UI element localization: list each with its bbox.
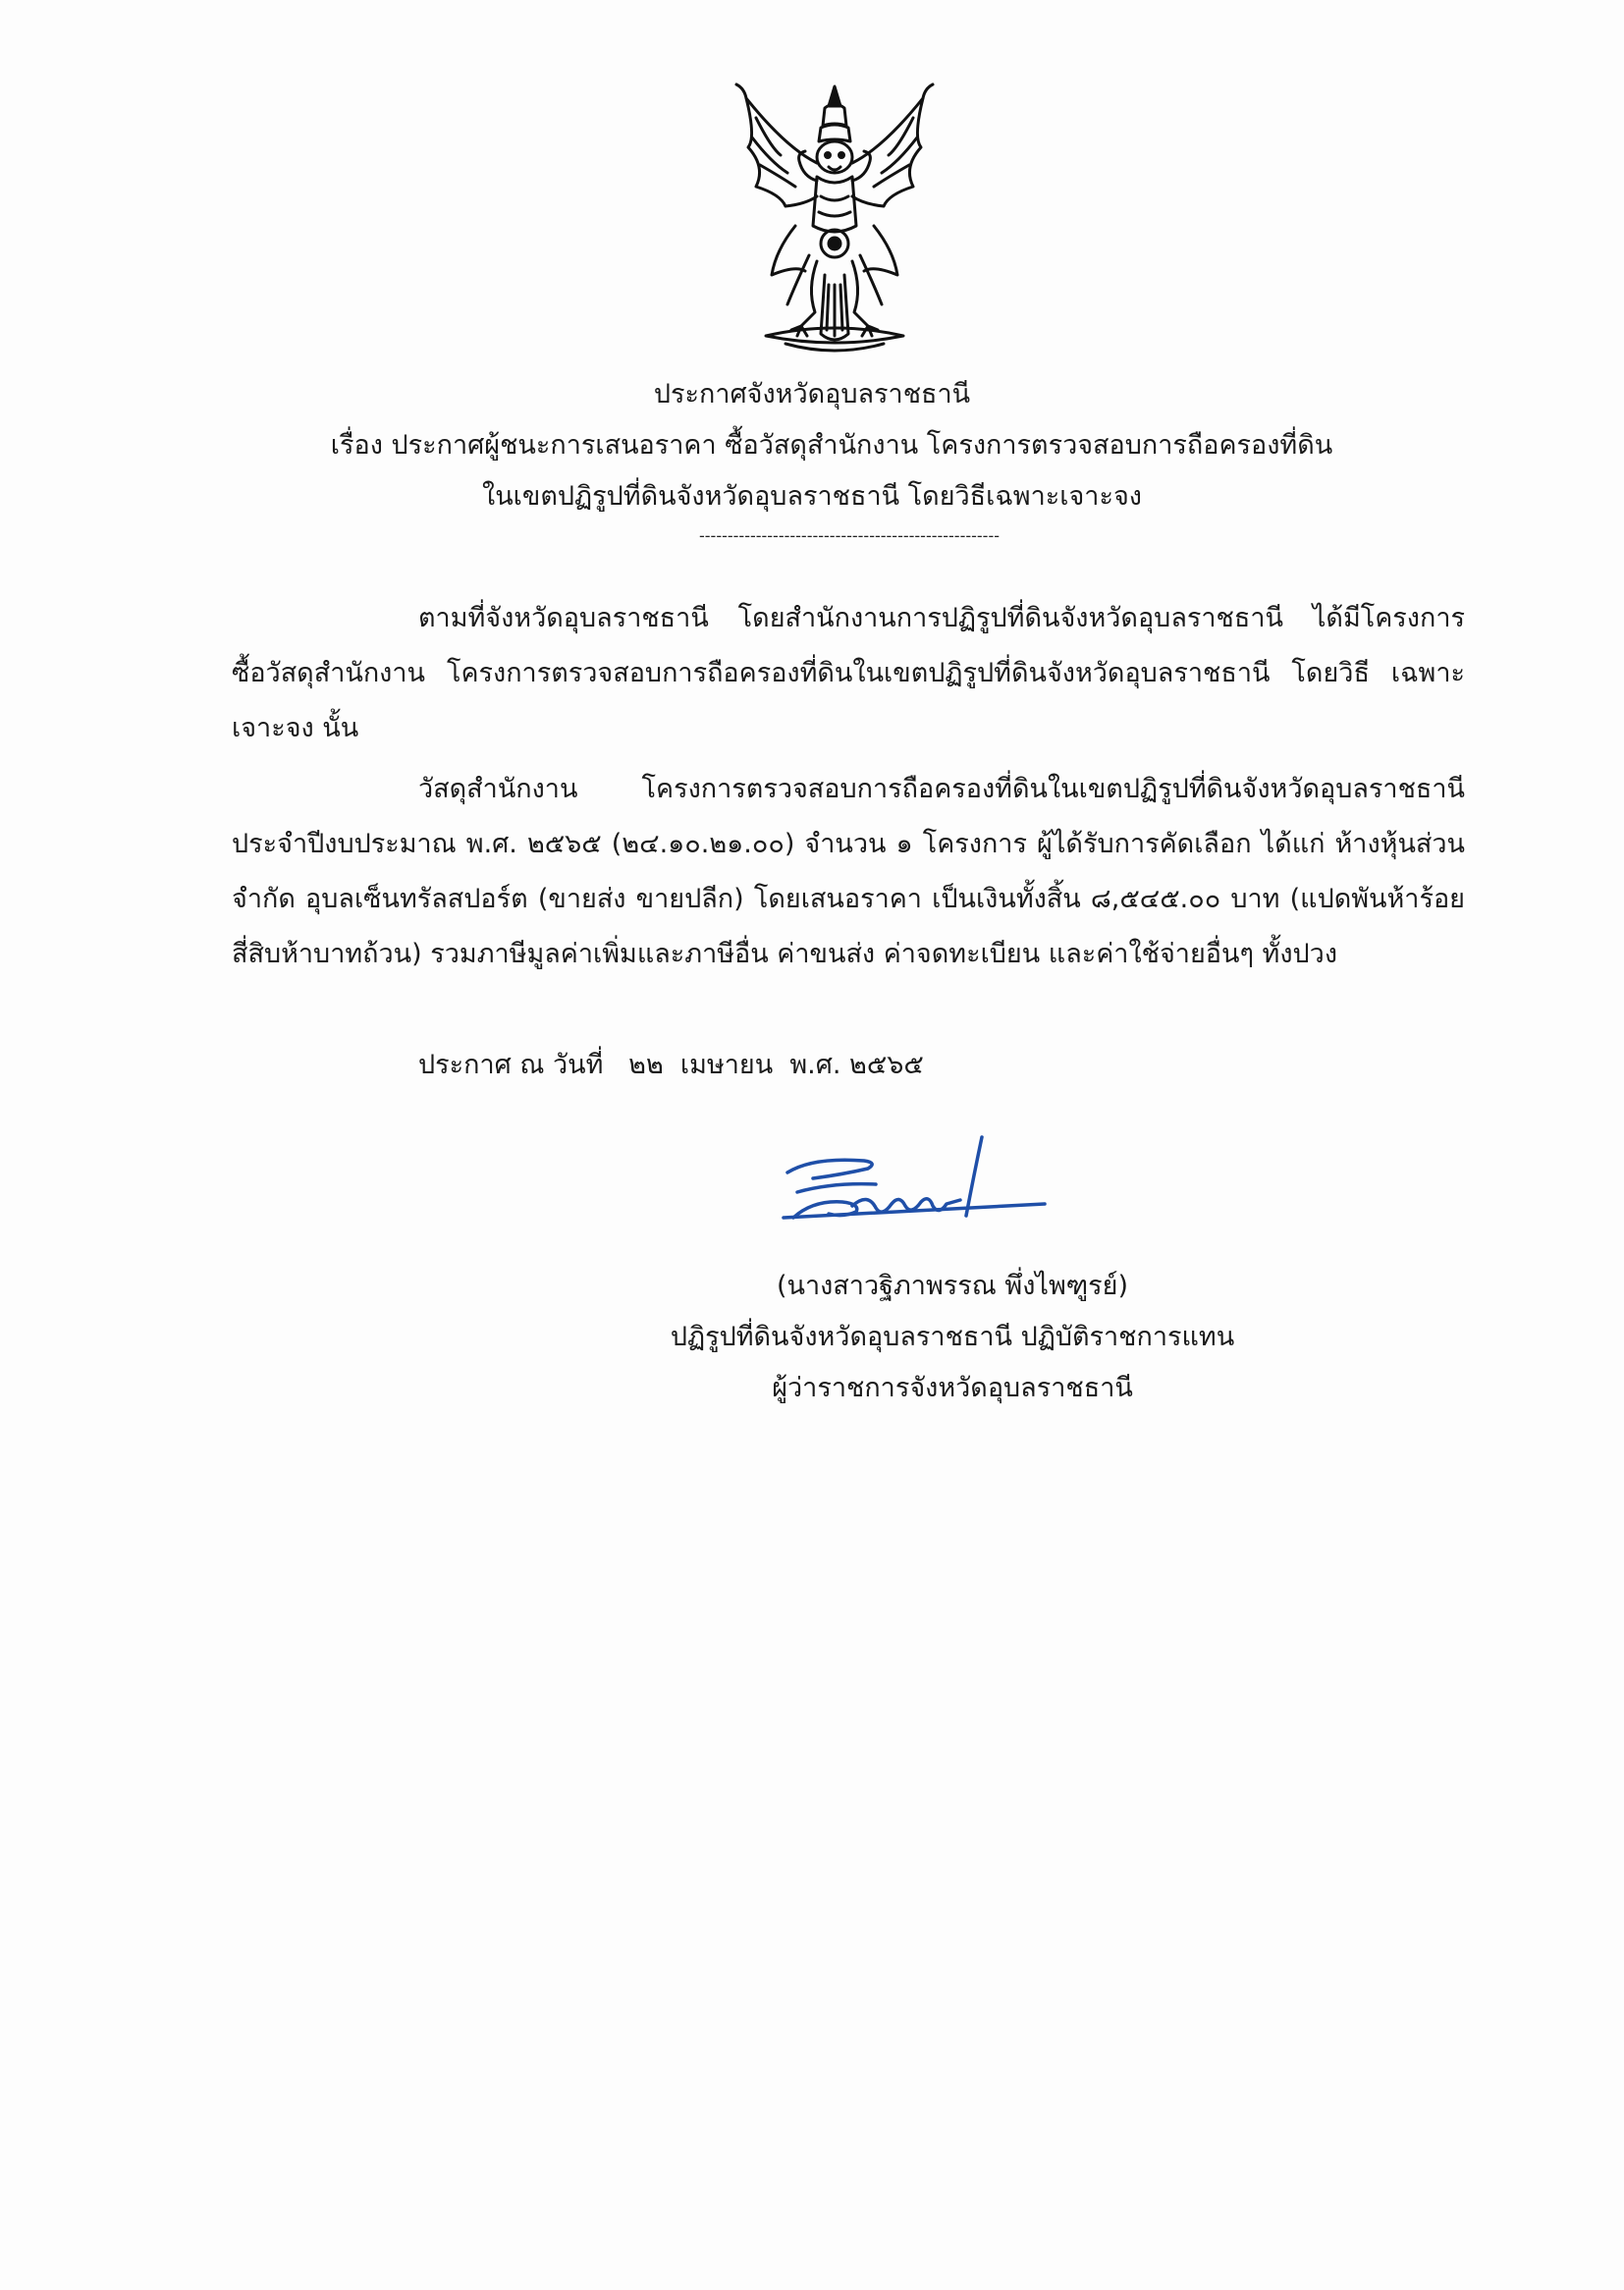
- body-paragraph-2: วัสดุสำนักงาน โครงการตรวจสอบการถือครองที่ดินในเขตปฏิรูปที่ดินจังหวัดอุบลราชธานี ประจำปีงบประมาณ พ.ศ. ๒๕๖๕ (๒๔.๑๐.๒๑.๐๐) จำนวน ๑ โครงการ ผู้ได้รับการคัดเลือก ได้แก่ ห้างหุ้นส่วนจำกัด อุบลเซ็นทรัลสปอร์ต (ขายส่ง ขายปลีก) โดยเสนอราคา เป็นเงินทั้งสิ้น ๘,๕๔๕.๐๐ บาท (แปดพันห้าร้อยสี่สิบห้าบาทถ้วน) รวมภาษีมูลค่าเพิ่มและภาษีอื่น ค่าขนส่ง ค่าจดทะเบียน และค่าใช้จ่ายอื่นๆ ทั้งปวง: [232, 774, 1465, 969]
- handwritten-signature: [774, 1135, 1049, 1243]
- body-paragraph-1: ตามที่จังหวัดอุบลราชธานี โดยสำนักงานการปฏิรูปที่ดินจังหวัดอุบลราชธานี ได้มีโครงการ ซื้อวัสดุสำนักงาน โครงการตรวจสอบการถือครองที่ดินในเขตปฏิรูปที่ดินจังหวัดอุบลราชธานี โดยวิธี เฉพาะเจาะจง นั้น: [232, 603, 1465, 743]
- announcement-date: ประกาศ ณ วันที่ ๒๒ เมษายน พ.ศ. ๒๕๖๕: [418, 1050, 924, 1080]
- title-divider: -----------------------------------------------------: [699, 526, 1000, 545]
- signatory-name: (นางสาวฐิภาพรรณ พึ่งไพฑูรย์): [776, 1271, 1129, 1301]
- announcement-subject-cont: ในเขตปฏิรูปที่ดินจังหวัดอุบลราชธานี โดยวิธีเฉพาะเจาะจง: [482, 481, 1142, 512]
- announcement-subject: เรื่อง ประกาศผู้ชนะการเสนอราคา ซื้อวัสดุสำนักงาน โครงการตรวจสอบการถือครองที่ดิน: [330, 430, 1333, 461]
- signatory-acting-for: ผู้ว่าราชการจังหวัดอุบลราชธานี: [772, 1373, 1133, 1403]
- garuda-emblem-icon: [727, 79, 943, 363]
- signatory-position: ปฏิรูปที่ดินจังหวัดอุบลราชธานี ปฏิบัติราชการแทน: [670, 1322, 1235, 1352]
- announcement-title: ประกาศจังหวัดอุบลราชธานี: [653, 379, 971, 409]
